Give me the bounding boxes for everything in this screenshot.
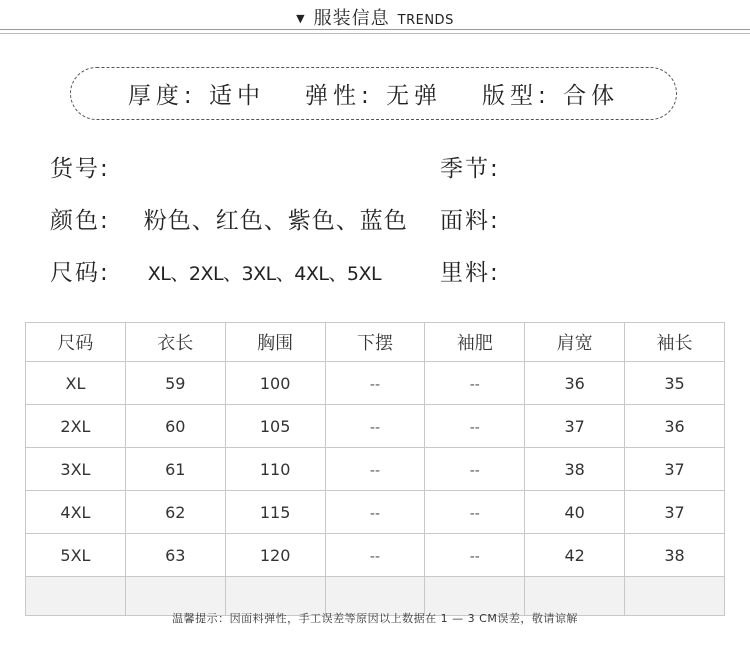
cell-size: 5XL xyxy=(26,534,126,577)
cell-sleeve-length: 36 xyxy=(625,405,725,448)
triangle-down-icon: ▼ xyxy=(296,12,306,25)
table-row xyxy=(26,405,725,448)
cell-sleeve-length: 38 xyxy=(625,534,725,577)
size-label: 尺码: xyxy=(50,260,110,286)
cell-shoulder: 36 xyxy=(525,362,625,405)
cell-hem: -- xyxy=(325,362,425,405)
season-row xyxy=(440,150,534,183)
fit-value: 合体 xyxy=(563,83,620,109)
cell-chest: 115 xyxy=(225,491,325,534)
table-row xyxy=(26,491,725,534)
header-size: 尺码 xyxy=(26,323,126,362)
cell-size: XL xyxy=(26,362,126,405)
thickness-value: 适中 xyxy=(208,83,265,109)
cell-chest: 120 xyxy=(225,534,325,577)
cell-chest: 110 xyxy=(225,448,325,491)
cell-chest: 105 xyxy=(225,405,325,448)
item-no-label: 货号: xyxy=(50,156,110,182)
size-table xyxy=(25,322,725,616)
size-row xyxy=(50,254,381,287)
cell-shoulder: 37 xyxy=(525,405,625,448)
elasticity-label: 弹性: xyxy=(304,83,374,109)
color-row xyxy=(50,202,408,235)
fit-label: 版型: xyxy=(482,83,551,109)
fabric-label: 面料: xyxy=(440,208,500,234)
cell-length: 61 xyxy=(125,448,225,491)
section-title-cn: 服装信息 xyxy=(313,8,390,29)
cell-shoulder: 40 xyxy=(525,491,625,534)
color-label: 颜色: xyxy=(50,208,110,234)
cell-hem: -- xyxy=(325,491,425,534)
table-row xyxy=(26,448,725,491)
cell-size: 2XL xyxy=(26,405,126,448)
cell-sleeve-length: 35 xyxy=(625,362,725,405)
table-header-row xyxy=(26,323,725,362)
cell-sleeve-width: -- xyxy=(425,534,525,577)
table-row xyxy=(26,362,725,405)
header-chest: 胸围 xyxy=(225,323,325,362)
header-shoulder: 肩宽 xyxy=(525,323,625,362)
cell-shoulder: 42 xyxy=(525,534,625,577)
tolerance-note: 温馨提示：因面料弹性，手工误差等原因以上数据在 1 — 3 CM误差，敬请谅解 xyxy=(172,612,578,625)
season-label: 季节: xyxy=(440,156,500,182)
header-sleeve-width: 袖肥 xyxy=(425,323,525,362)
elasticity-value: 无弹 xyxy=(386,83,443,109)
cell-sleeve-length: 37 xyxy=(625,448,725,491)
header-sleeve-length: 袖长 xyxy=(625,323,725,362)
cell-length: 62 xyxy=(125,491,225,534)
size-value: XL、2XL、3XL、4XL、5XL xyxy=(147,263,382,285)
cell-length: 63 xyxy=(125,534,225,577)
cell-sleeve-width: -- xyxy=(425,405,525,448)
section-title xyxy=(0,4,750,30)
fit-attr xyxy=(482,77,619,110)
color-value: 粉色、红色、紫色、蓝色 xyxy=(143,208,408,234)
header-divider-bottom xyxy=(0,33,750,34)
section-title-en: TRENDS xyxy=(397,13,454,28)
cell-sleeve-width: -- xyxy=(425,448,525,491)
cell-hem: -- xyxy=(325,534,425,577)
lining-label: 里料: xyxy=(440,260,500,286)
thickness-label: 厚度: xyxy=(127,83,197,109)
item-no-row xyxy=(50,150,144,183)
header-hem: 下摆 xyxy=(325,323,425,362)
cell-size: 3XL xyxy=(26,448,126,491)
cell-hem: -- xyxy=(325,448,425,491)
cell-hem: -- xyxy=(325,405,425,448)
elasticity-attr xyxy=(305,77,442,110)
cell-sleeve-length: 37 xyxy=(625,491,725,534)
attribute-box xyxy=(70,67,677,120)
lining-row xyxy=(440,254,534,287)
header-length: 衣长 xyxy=(125,323,225,362)
cell-size: 4XL xyxy=(26,491,126,534)
thickness-attr xyxy=(128,77,265,110)
cell-sleeve-width: -- xyxy=(425,491,525,534)
header-divider-top xyxy=(0,29,750,30)
cell-sleeve-width: -- xyxy=(425,362,525,405)
cell-length: 59 xyxy=(125,362,225,405)
cell-shoulder: 38 xyxy=(525,448,625,491)
cell-length: 60 xyxy=(125,405,225,448)
cell-chest: 100 xyxy=(225,362,325,405)
fabric-row xyxy=(440,202,534,235)
section-header xyxy=(0,0,750,40)
table-row xyxy=(26,534,725,577)
